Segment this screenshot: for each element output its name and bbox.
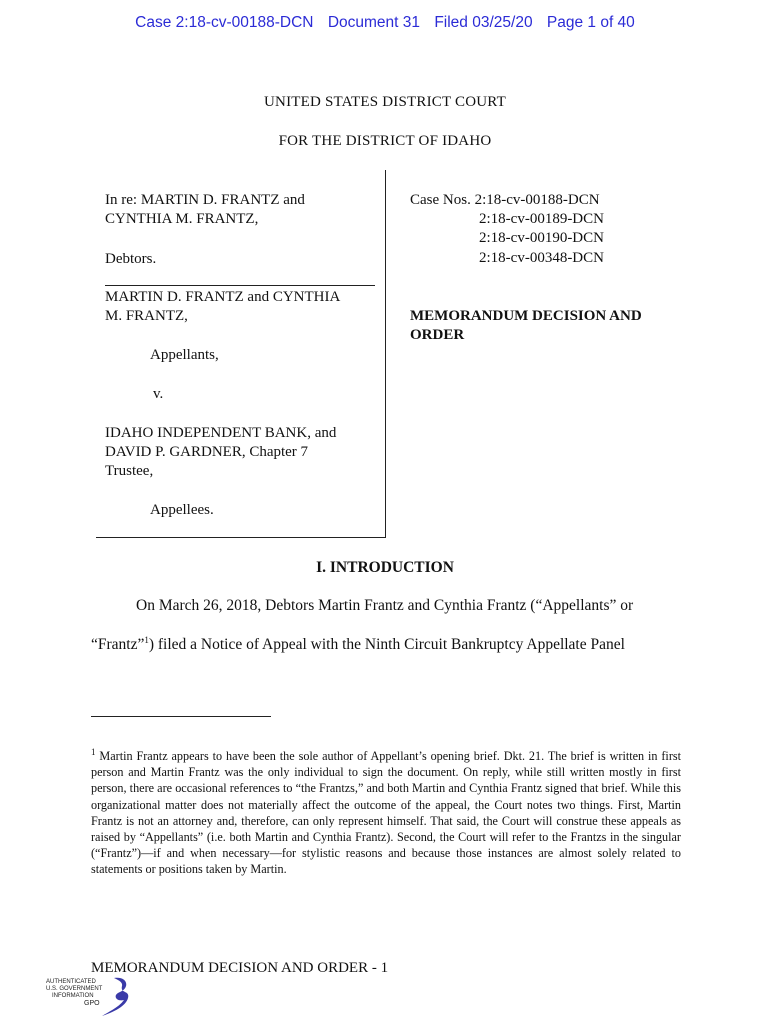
parties-line-1: MARTIN D. FRANTZ and CYNTHIA (105, 289, 341, 305)
caption-bottom-rule (96, 537, 386, 538)
case-number-2: 2:18-cv-00189-DCN (479, 211, 604, 227)
page-footer: MEMORANDUM DECISION AND ORDER - 1 (91, 960, 389, 976)
document-title-line-1: MEMORANDUM DECISION AND (410, 308, 642, 324)
frantz-term: “Frantz” (91, 636, 145, 654)
case-number-4: 2:18-cv-00348-DCN (479, 250, 604, 266)
header-page: Page 1 of 40 (546, 14, 635, 31)
appellants-label: Appellants, (150, 347, 219, 363)
header-filed-date: Filed 03/25/20 (434, 14, 533, 31)
logo-line-1: AUTHENTICATED (46, 979, 96, 985)
document-title-line-2: ORDER (410, 327, 465, 343)
header-case-number: Case 2:18-cv-00188-DCN (135, 14, 314, 31)
in-re-line-1: In re: MARTIN D. FRANTZ and (105, 192, 305, 208)
court-name: UNITED STATES DISTRICT COURT (264, 94, 506, 110)
parties-line-2: M. FRANTZ, (105, 308, 188, 324)
eagle-swirl-icon (102, 978, 128, 1016)
logo-line-4: GPO (84, 1000, 100, 1007)
footnote-mark: 1 (91, 747, 96, 757)
appellees-label: Appellees. (150, 502, 214, 518)
debtors-label: Debtors. (105, 251, 157, 267)
logo-line-2: U.S. GOVERNMENT (46, 986, 103, 992)
case-numbers-label: Case Nos. 2:18-cv-00188-DCN (410, 192, 600, 208)
footnote-separator (91, 716, 271, 717)
caption-middle-rule (105, 285, 375, 286)
appellees-line-1: IDAHO INDEPENDENT BANK, and (105, 425, 337, 441)
ecf-header (0, 14, 770, 32)
logo-line-3: INFORMATION (52, 993, 94, 999)
intro-paragraph-line-2 (91, 635, 681, 654)
footnote-reference[interactable]: 1 (144, 635, 149, 645)
section-heading: I. INTRODUCTION (316, 559, 454, 576)
court-district: FOR THE DISTRICT OF IDAHO (278, 133, 492, 149)
gpo-authentication-logo (44, 972, 134, 1020)
caption-vertical-rule (385, 170, 386, 538)
versus-label: v. (153, 386, 164, 402)
header-document: Document 31 (327, 14, 421, 31)
appellees-line-2: DAVID P. GARDNER, Chapter 7 (105, 444, 309, 460)
appellees-line-3: Trustee, (105, 463, 154, 479)
case-number-3: 2:18-cv-00190-DCN (479, 230, 604, 246)
in-re-line-2: CYNTHIA M. FRANTZ, (105, 211, 259, 227)
intro-paragraph-line-1: On March 26, 2018, Debtors Martin Frantz and Cynthia Frantz (“Appellants” or (136, 597, 634, 614)
footnote-text: Martin Frantz appears to have been the sole author of Appellant’s opening brief. Dkt. 21. The brief is written in first person and Martin Frantz was the only individual to sign the document. On reply, while still written mostly in first person, there are occasional references to “the Frantzs,” and both Martin and Cynthia Frantz signed that brief. While this organizational matter does not materially affect the outcome of the appeal, the Court notes two things. First, Martin Frantz is not an attorney and, therefore, can only represent himself. That said, the Court will construe these appeals as raised by “Appellants” (i.e. both Martin and Cynthia Frantz). Second, the Court will refer to the Frantzs in the singular (“Frantz”)—if and when necessary—for stylistic reasons and because those instances are almost solely related to statements or positions taken by Martin. (91, 749, 682, 877)
intro-paragraph-line-2-text: ) filed a Notice of Appeal with the Ninth Circuit Bankruptcy Appellate Panel (148, 636, 625, 654)
footnote-1 (91, 744, 681, 878)
